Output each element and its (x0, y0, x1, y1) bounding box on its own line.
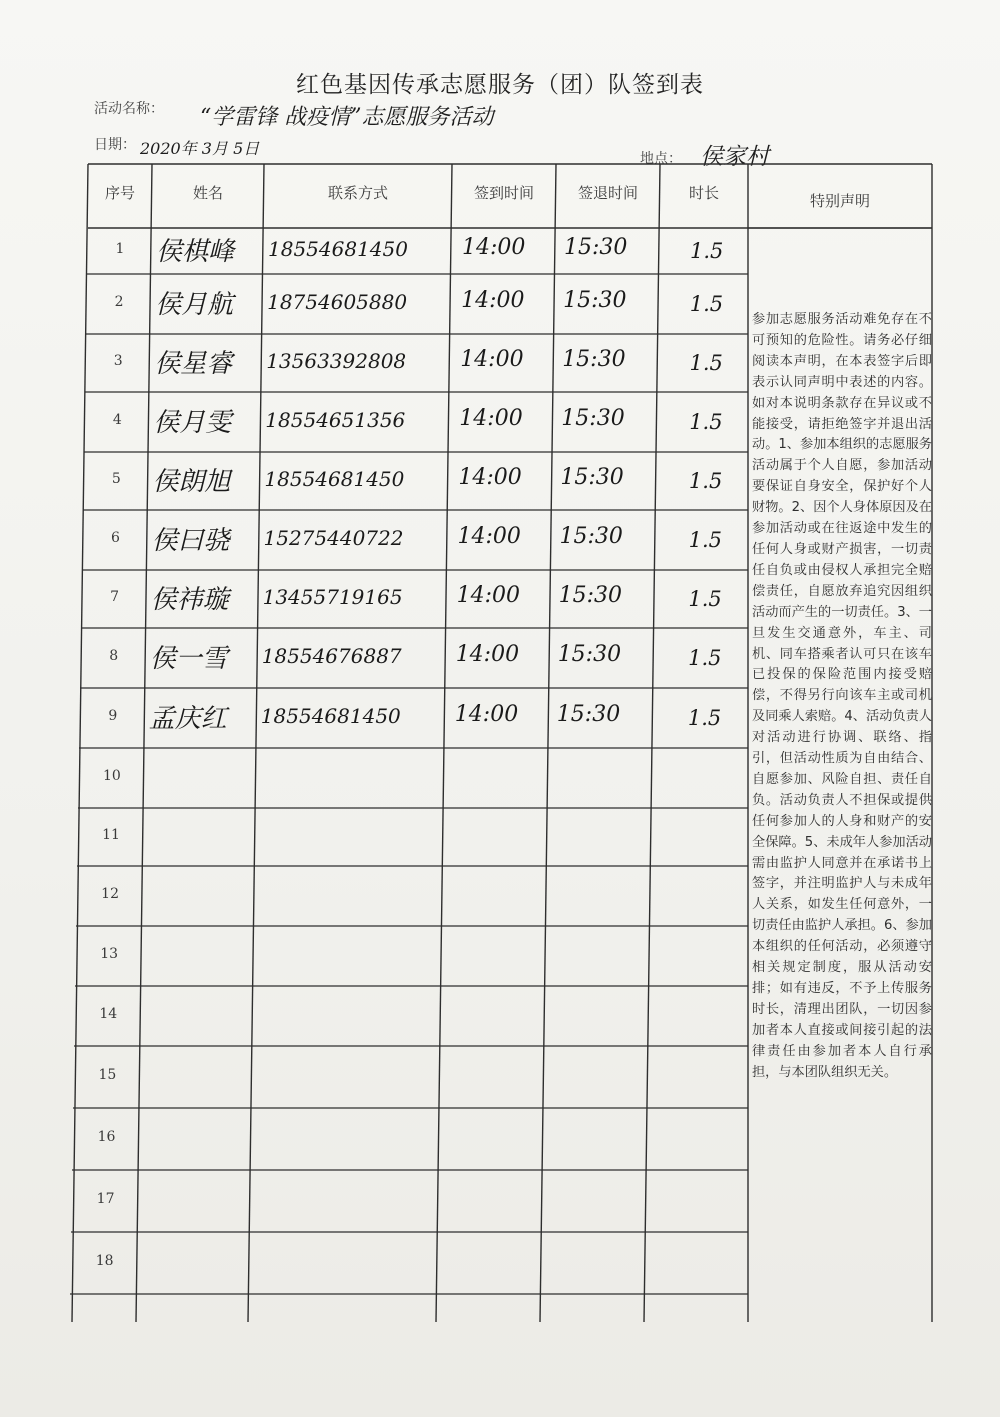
row-number: 7 (110, 589, 120, 605)
signer-phone: 18554681450 (260, 704, 401, 728)
row-number: 8 (109, 648, 119, 664)
row-number: 4 (112, 412, 122, 428)
row-number: 12 (101, 886, 119, 902)
column-divider (436, 164, 452, 1322)
date-value: 2020年 3月 5日 (140, 139, 260, 158)
row-number: 15 (98, 1067, 117, 1083)
sign-out-time: 15:30 (558, 583, 622, 608)
sign-in-time: 14:00 (462, 235, 526, 260)
signer-phone: 18554676887 (261, 644, 402, 668)
sign-in-time: 14:00 (456, 583, 520, 608)
duration-hours: 1.5 (689, 410, 723, 434)
duration-hours: 1.5 (690, 239, 724, 263)
row-number: 9 (108, 708, 118, 724)
row-number: 18 (95, 1253, 114, 1269)
sign-in-time: 14:00 (454, 702, 519, 727)
duration-hours: 1.5 (688, 587, 722, 611)
signer-phone: 18554681450 (268, 237, 408, 261)
signer-phone: 18554681450 (264, 467, 405, 491)
row-number: 6 (111, 530, 120, 546)
row-number: 3 (113, 353, 123, 369)
sign-in-time: 14:00 (458, 465, 522, 490)
signer-name: 侯棋峰 (156, 237, 235, 267)
sign-in-time: 14:00 (455, 642, 520, 667)
sign-in-time: 14:00 (461, 288, 525, 313)
duration-hours: 1.5 (689, 292, 724, 316)
signer-name: 侯月雯 (153, 408, 232, 438)
signer-phone: 13563392808 (266, 349, 407, 373)
column-header: 特别声明 (809, 192, 870, 210)
special-declaration-text: 参加志愿服务活动难免存在不可预知的危险性。请务必仔细阅读本声明，在本表签字后即表示认同声明中表述的内容。如对本说明条款存在异议或不能接受，请拒绝签字并退出活动。1、参加本组织的志愿服务活动属于个人自愿，参加活动要保证自身安全，保护好个人财物。2、因个人身体原因及在参加活动或在往返途中发生的任何人身或财产损害，一切责任自负或由侵权人承担完全赔偿责任，自愿放弃追究因组织活动而产生的一切责任。3、一旦发生交通意外，车主、司机、同车搭乘者认可只在该车已投保的保险范围内接受赔偿，不得另行向该车主或司机及同乘人索赔。4、活动负责人对活动进行协调、联络、指引，但活动性质为自由结合、自愿参加、风险自担、责任自负。活动负责人不担保或提供任何参加人的人身和财产的安全保障。5、未成年人参加活动需由监护人同意并在承诺书上签字，并注明监护人与未成年人关系，如发生任何意外，一切责任由监护人承担。6、参加本组织的任何活动，必须遵守相关规定制度，服从活动安排；如有违反，不予上传服务时长，清理出团队，一切因参加者本人直接或间接引起的法律责任由参加者本人自行承担，与本团队组织无关。 (752, 312, 932, 1080)
activity-name: “学雷锋 战疫情”志愿服务活动 (200, 105, 494, 130)
signer-name: 孟庆红 (148, 704, 227, 734)
column-divider (540, 164, 556, 1322)
signer-phone: 15275440722 (263, 526, 404, 550)
sign-out-time: 15:30 (561, 406, 625, 431)
sign-out-time: 15:30 (560, 465, 624, 490)
duration-hours: 1.5 (688, 528, 723, 552)
row-number: 10 (102, 768, 121, 784)
column-header: 签到时间 (473, 184, 534, 202)
sign-out-time: 15:30 (559, 524, 623, 549)
sign-out-time: 15:30 (564, 235, 628, 260)
sign-out-time: 15:30 (557, 642, 622, 667)
row-number: 11 (102, 827, 120, 843)
column-divider (248, 164, 264, 1322)
signer-name: 侯星睿 (154, 349, 233, 379)
date-label: 日期： (94, 137, 136, 153)
duration-hours: 1.5 (688, 469, 723, 493)
place-label: 地点： (640, 151, 682, 167)
place-value: 侯家村 (700, 144, 769, 170)
row-number: 2 (114, 294, 124, 310)
duration-hours: 1.5 (687, 706, 722, 730)
sign-out-time: 15:30 (562, 347, 626, 372)
column-divider (136, 164, 152, 1322)
duration-hours: 1.5 (689, 351, 723, 375)
sign-in-time: 14:00 (459, 406, 523, 431)
signer-phone: 18554651356 (265, 408, 406, 432)
column-divider (644, 164, 660, 1322)
signer-name: 侯月航 (155, 290, 234, 320)
signer-name: 侯一雪 (149, 644, 228, 674)
row-number: 14 (99, 1006, 118, 1022)
sign-out-time: 15:30 (556, 702, 621, 727)
row-number: 13 (100, 946, 119, 962)
column-header: 签退时间 (577, 184, 638, 202)
sign-in-time: 14:00 (460, 347, 524, 372)
column-header: 联系方式 (327, 184, 388, 202)
column-divider (72, 164, 88, 1322)
page-title: 红色基因传承志愿服务（团）队签到表 (296, 72, 704, 98)
sign-out-time: 15:30 (563, 288, 627, 313)
duration-hours: 1.5 (688, 646, 722, 670)
column-header: 时长 (688, 184, 719, 202)
activity-label: 活动名称： (94, 101, 164, 117)
column-header: 姓名 (192, 184, 223, 202)
column-header: 序号 (104, 184, 135, 202)
signer-name: 侯朗旭 (152, 467, 231, 497)
row-number: 5 (111, 471, 121, 487)
signer-name: 侯曰骁 (151, 526, 230, 556)
row-number: 1 (115, 241, 125, 257)
row-number: 17 (96, 1191, 115, 1207)
signer-phone: 13455719165 (262, 585, 403, 609)
sign-in-time: 14:00 (457, 524, 521, 549)
signer-name: 侯祎璇 (150, 585, 229, 615)
row-number: 16 (97, 1129, 116, 1145)
signer-phone: 18754605880 (267, 290, 408, 314)
